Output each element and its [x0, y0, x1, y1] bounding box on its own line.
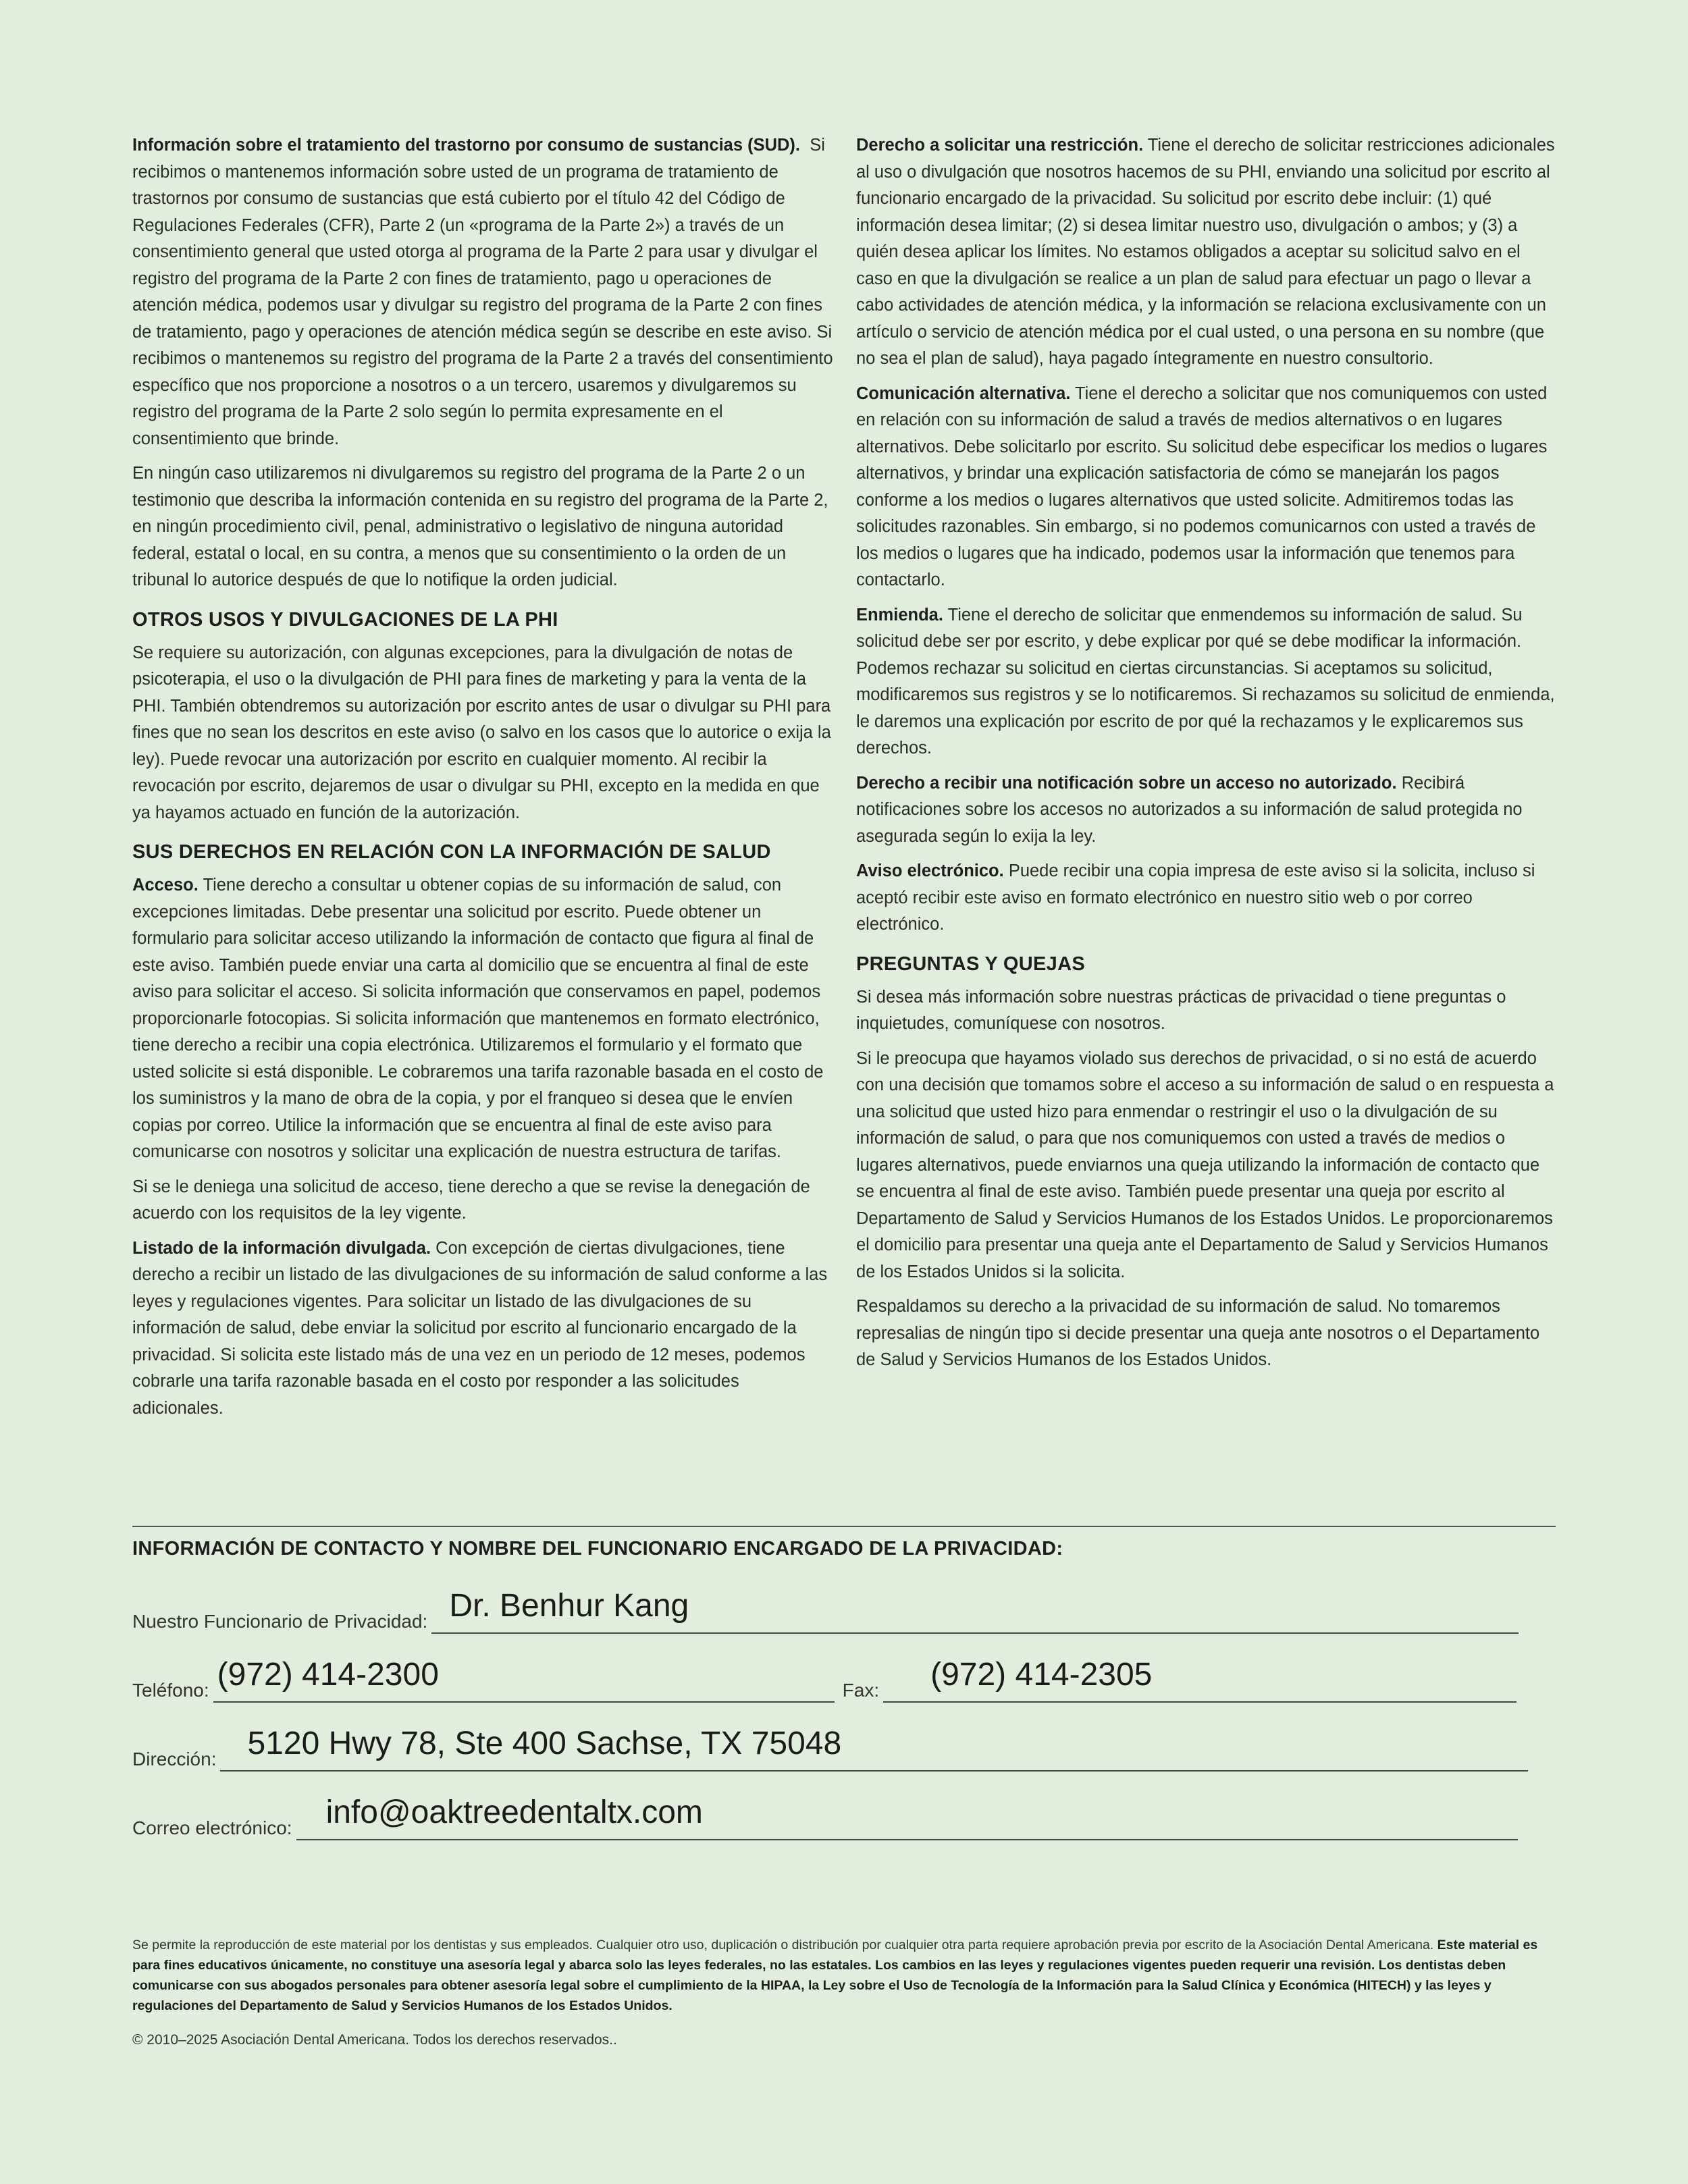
- email-label: Correo electrónico:: [132, 1817, 292, 1838]
- restriction-text: Tiene el derecho de solicitar restricciones adicionales al uso o divulgación que nosotros hacemos de su PHI, enviando una solicitud por escrito al funcionario encargado de la privacidad. Su solicitud por escrito debe incluir: (1) qué información desea limitar; (2) si desea limitar nuestro uso, divulgación o ambos; y (3) a quién desea aplicar los límites. No estamos obligados a aceptar su solicitud salvo en el caso en que la divulgación se realice a un plan de salud para efectuar un pago o llevar a cabo actividades de atención médica, y la información se relaciona exclusivamente con un artículo o servicio de atención médica por el cual usted, o una persona en su nombre (que no sea el plan de salud), haya pagado íntegramente en nuestro consultorio.: [856, 136, 1555, 368]
- restriction-label: Derecho a solicitar una restricción.: [856, 136, 1144, 155]
- officer-field[interactable]: [431, 1589, 1519, 1634]
- left-column: [132, 132, 835, 1430]
- e-notice-label: Aviso electrónico.: [856, 861, 1004, 880]
- fax-field[interactable]: [883, 1658, 1516, 1703]
- legal-plain: Se permite la reproducción de este material por los dentistas y sus empleados. Cualquier otro uso, duplicación o distribución por cualquier otra parta requiere aprobación previa por escrito de la Asociación Dental Americana.: [132, 1938, 1434, 1952]
- alt-comm-text: Tiene el derecho a solicitar que nos comuniquemos con usted en relación con su información de salud a través de medios alternativos o en lugares alternativos. Debe solicitarlo por escrito. Su solicitud debe especificar los medios o lugares alternativos, y brindar una explicación satisfactoria de cómo se manejarán los pagos conforme a los medios o lugares alternativos que usted solicite. Admitiremos todas las solicitudes razonables. Sin embargo, si no podemos comunicarnos con usted a través de los medios o lugares que ha indicado, podemos usar la información que tenemos para contactarlo.: [856, 383, 1548, 589]
- sud-heading: Información sobre el tratamiento del trastorno por consumo de sustancias (SUD).: [132, 136, 801, 155]
- address-row: [132, 1724, 1528, 1772]
- phone-field[interactable]: [213, 1658, 835, 1703]
- phone-value: (972) 414-2300: [217, 1657, 439, 1693]
- officer-label: Nuestro Funcionario de Privacidad:: [132, 1611, 428, 1632]
- questions-paragraph-3: Respaldamos su derecho a la privacidad de su información de salud. No tomaremos represalias de ningún tipo si decide presentar una queja ante nosotros o el Departamento de Salud y Servicios Humanos de los Estados Unidos.: [856, 1297, 1540, 1369]
- listing-label: Listado de la información divulgada.: [132, 1238, 431, 1258]
- denial-paragraph: Si se le deniega una solicitud de acceso, tiene derecho a que se revise la denegación de acuerdo con los requisitos de la ley vigente.: [132, 1177, 810, 1223]
- alt-comm-label: Comunicación alternativa.: [856, 383, 1071, 403]
- phone-row: [132, 1655, 1516, 1703]
- listing-text: Con excepción de ciertas divulgaciones, tiene derecho a recibir un listado de las divulgaciones de su información de salud conforme a las leyes y regulaciones vigentes. Para solicitar un listado de las divulgaciones de su información de salud, debe enviar la solicitud por escrito al funcionario encargado de la privacidad. Si solicita este listado más de una vez en un periodo de 12 meses, podemos cobrarle una tarifa razonable basada en el costo por responder a las solicitudes adicionales.: [132, 1238, 828, 1418]
- email-field[interactable]: [296, 1796, 1518, 1840]
- breach-label: Derecho a recibir una notificación sobre un acceso no autorizado.: [856, 773, 1397, 793]
- amend-label: Enmienda.: [856, 605, 943, 624]
- e-notice-text: Puede recibir una copia impresa de este aviso si la solicita, incluso si aceptó recibir este aviso en formato electrónico en nuestro sitio web o por correo electrónico.: [856, 861, 1535, 934]
- access-text: Tiene derecho a consultar u obtener copias de su información de salud, con excepciones limitadas. Debe presentar una solicitud por escrito. Puede obtener un formulario para solicitar acceso utilizando la información de contacto que figura al final de este aviso. También puede enviar una carta al domicilio que se encuentra al final de este aviso para solicitar el acceso. Si solicita información que conservamos en papel, podemos proporcionarle fotocopias. Si solicita información que mantenemos en formato electrónico, tiene derecho a recibir una copia electrónica. Utilizaremos el formulario y el formato que usted solicite si está disponible. Le cobraremos una tarifa razonable basada en el costo de los suministros y la mano de obra de la copia, y por el franqueo si desea que le envíen copias por correo. Utilice la información que se encuentra al final de este aviso para comunicarse con nosotros y solicitar una explicación de nuestra estructura de tarifas.: [132, 876, 824, 1161]
- address-label: Dirección:: [132, 1749, 217, 1769]
- breach-text: Recibirá notificaciones sobre los accesos no autorizados a su información de salud protegida no asegurada según lo exija la ley.: [856, 773, 1523, 846]
- e-notice-paragraph: [856, 858, 1557, 938]
- other-uses-heading: OTROS USOS Y DIVULGACIONES DE LA PHI: [132, 608, 558, 631]
- access-label: Acceso.: [132, 876, 199, 895]
- email-row: [132, 1793, 1518, 1840]
- fax-label: Fax:: [842, 1680, 880, 1701]
- address-value: 5120 Hwy 78, Ste 400 Sachse, TX 75048: [247, 1726, 842, 1761]
- contact-heading: INFORMACIÓN DE CONTACTO Y NOMBRE DEL FUNCIONARIO ENCARGADO DE LA PRIVACIDAD:: [132, 1538, 1063, 1560]
- amend-paragraph: [856, 602, 1557, 762]
- questions-heading: PREGUNTAS Y QUEJAS: [856, 953, 1085, 975]
- amend-text: Tiene el derecho de solicitar que enmendemos su información de salud. Su solicitud debe ser por escrito, y debe explicar por qué se debe modificar la información. Podemos rechazar su solicitud en ciertas circunstancias. Si aceptamos su solicitud, modificaremos sus registros y se lo notificaremos. Si rechazamos su solicitud de enmienda, le daremos una explicación por escrito de por qué la rechazamos y le explicaremos sus derechos.: [856, 605, 1555, 757]
- right-column: [856, 132, 1557, 1382]
- section-divider: [132, 1526, 1556, 1527]
- other-uses-paragraph: Se requiere su autorización, con algunas excepciones, para la divulgación de notas de psicoterapia, el uso o la divulgación de PHI para fines de marketing y para la venta de la PHI. También obtendremos su autorización por escrito antes de usar o divulgar su PHI para fines que no sean los descritos en este aviso (o salvo en los casos que lo autorice o exija la ley). Puede revocar una autorización por escrito en cualquier momento. Al recibir la revocación por escrito, dejaremos de usar o divulgar su PHI, excepto en la medida en que ya hayamos actuado en función de la autorización.: [132, 643, 831, 822]
- officer-value: Dr. Benhur Kang: [449, 1588, 689, 1624]
- address-field[interactable]: [220, 1727, 1528, 1772]
- listing-paragraph: [132, 1235, 835, 1422]
- sud-paragraph: [132, 132, 835, 452]
- questions-paragraph-1: Si desea más información sobre nuestras prácticas de privacidad o tiene preguntas o inquietudes, comuníquese con nosotros.: [856, 987, 1506, 1033]
- email-value: info@oaktreedentaltx.com: [325, 1794, 703, 1830]
- alt-comm-paragraph: [856, 381, 1557, 594]
- sud-paragraph-2: En ningún caso utilizaremos ni divulgaremos su registro del programa de la Parte 2 o un testimonio que describa la información contenida en su registro del programa de la Parte 2, en ningún procedimiento civil, penal, administrativo o legislativo de ninguna autoridad federal, estatal o local, en su contra, a menos que su consentimiento o la orden de un tribunal lo autorice después de que lo notifique la orden judicial.: [132, 464, 828, 589]
- questions-paragraph-2: Si le preocupa que hayamos violado sus derechos de privacidad, o si no está de acuerdo con una decisión que tomamos sobre el acceso a su información de salud o en respuesta a una solicitud que usted hizo para enmendar o restringir el uso o la divulgación de su información de salud, o para que nos comuniquemos con usted a través de medios o lugares alternativos, puede enviarnos una queja utilizando la información de contacto que se encuentra al final de este aviso. También puede presentar una queja por escrito al Departamento de Salud y Servicios Humanos de los Estados Unidos. Le proporcionaremos el domicilio para presentar una queja ante el Departamento de Salud y Servicios Humanos de los Estados Unidos si la solicita.: [856, 1048, 1554, 1281]
- fax-value: (972) 414-2305: [930, 1657, 1153, 1693]
- access-paragraph: [132, 872, 835, 1166]
- phone-label: Teléfono:: [132, 1680, 209, 1701]
- rights-heading: SUS DERECHOS EN RELACIÓN CON LA INFORMACIÓN DE SALUD: [132, 841, 771, 863]
- officer-row: [132, 1587, 1519, 1634]
- legal-bold: Este material es para fines educativos únicamente, no constituye una asesoría legal y abarca solo las leyes federales, no las estatales. Los cambios en las leyes y regulaciones vigentes pueden requerir una revisión. Los dentistas deben comunicarse con sus abogados personales para obtener asesoría legal sobre el cumplimiento de la HIPAA, la Ley sobre el Uso de Tecnología de la Información para la Salud Clínica y Económica (HITECH) y las leyes y regulaciones del Departamento de Salud y Servicios Humanos de los Estados Unidos.: [132, 1938, 1538, 2013]
- sud-text: Si recibimos o mantenemos información sobre usted de un programa de tratamiento de trastornos por consumo de sustancias que está cubierto por el título 42 del Código de Regulaciones Federales (CFR), Parte 2 (un «programa de la Parte 2») a través de un consentimiento general que usted otorga al programa de la Parte 2 para usar y divulgar el registro del programa de la Parte 2 con fines de tratamiento, pago u operaciones de atención médica, podemos usar y divulgar su registro del programa de la Parte 2 con fines de tratamiento, pago y operaciones de atención médica según se describe en este aviso. Si recibimos o mantenemos su registro del programa de la Parte 2 a través del consentimiento específico que nos proporcione a nosotros o a un tercero, usaremos y divulgaremos su registro del programa de la Parte 2 solo según lo permita expresamente en el consentimiento que brinde.: [132, 136, 833, 448]
- breach-paragraph: [856, 770, 1557, 851]
- copyright: © 2010–2025 Asociación Dental Americana. Todos los derechos reservados..: [132, 2032, 617, 2048]
- restriction-paragraph: [856, 132, 1557, 373]
- legal-notice: [132, 1935, 1556, 2016]
